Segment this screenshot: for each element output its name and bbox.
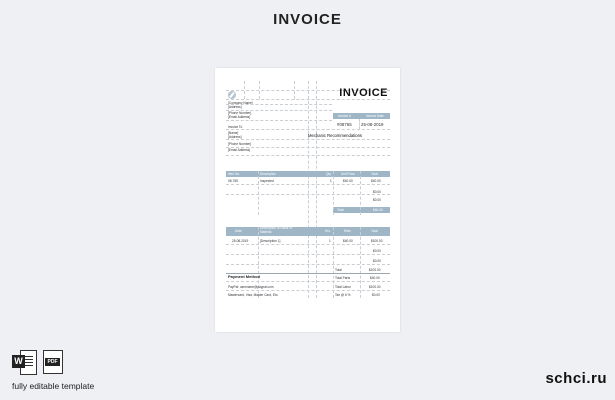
site-watermark: schci.ru [545,370,607,387]
word-icon: W [12,350,36,374]
items-row-qty: 1 [330,179,332,183]
company-name: [Company Name] [228,101,253,105]
invoice-date: 25-08-2019 [361,122,384,127]
invoice-sheet [215,68,400,332]
pdf-icon: PDF [43,350,63,374]
company-phone: [Phone Number] [228,111,252,115]
payment-line-1: PayPal: username@paypal.com [228,285,274,289]
labor-row-date: 25-08-2019 [232,239,249,243]
items-total-bar: Total $40.00 [333,207,390,213]
invoice-title: INVOICE [339,87,388,99]
labor-extra-total-2: $0.00 [373,259,381,263]
format-icons [12,350,63,374]
summary-label-2: Total Parts [335,276,351,280]
summary-value-2: $40.00 [370,276,380,280]
items-extra-total-2: $0.00 [373,198,381,202]
summary-value-4: $0.00 [372,293,380,297]
items-table-header: Item No. Description Qty Unit Price Total [226,171,390,177]
project-note: Mechanic Recommendations [308,133,362,138]
labor-row-hrs: 1 [329,239,331,243]
page-title: INVOICE [273,11,342,28]
items-row-no: 08-765 [228,179,238,183]
client-email: [Email Address] [228,148,251,152]
client-address: [Address] [228,135,242,139]
summary-value-3: $100.00 [369,285,381,289]
logo-icon [228,91,236,99]
invoice-to-label: Invoice To [228,125,243,129]
items-extra-total-1: $0.00 [373,190,381,194]
labor-row-desc: [Description 1] [260,239,281,243]
summary-label-3: Total Labor [335,285,351,289]
client-name: [Name] [228,131,239,135]
labor-table-header: Date Description of Labor or Material Hrs Rate Total [226,227,390,236]
invoice-number: #08765 [337,122,352,127]
client-phone: [Phone Number] [228,142,252,146]
items-row-unit: $40.00 [343,179,353,183]
template-note: fully editable template [12,381,95,391]
items-row-total: $40.00 [371,179,381,183]
payment-method-label: Payment Method [228,274,261,279]
items-row-desc: Inspected [260,179,274,183]
labor-extra-total-1: $0.00 [373,249,381,253]
invoice-meta-header: Invoice # Invoice Date [333,113,390,119]
summary-label-4: Tax @ 6 % [335,293,351,297]
summary-value-1: $100.00 [369,268,381,272]
company-address: [Address] [228,105,242,109]
summary-label-1: Total [335,268,342,272]
company-email: [Email Address] [228,115,251,119]
payment-line-2: Mastercard, Visa, Master Card, Etc. [228,293,279,297]
labor-row-total: $100.00 [371,239,383,243]
labor-row-rate: $40.00 [343,239,353,243]
